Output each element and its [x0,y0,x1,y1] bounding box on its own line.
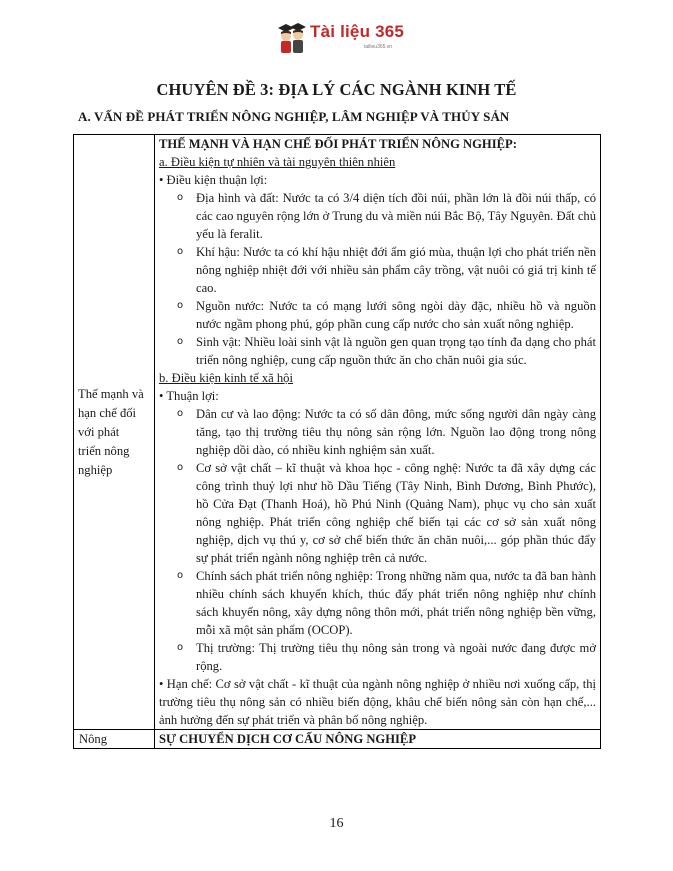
list-item: o Sinh vật: Nhiều loài sinh vật là nguồn gen quan trọng tạo tính đa dạng cho phát triển nông nghiệp, cung cấp nguồn thức ăn cho chăn nuôi gia súc. [159,333,596,369]
row-label-cell [74,135,155,730]
content-table [73,134,601,749]
cell-heading: SỰ CHUYỂN DỊCH CƠ CẤU NÔNG NGHIỆP [159,732,417,746]
list-item: o Thị trường: Thị trường tiêu thụ nông sản trong và ngoài nước đang được mở rộng. [159,639,596,675]
students-mascot-icon [276,20,308,54]
cell-heading: THẾ MẠNH VÀ HẠN CHẾ ĐỐI PHÁT TRIỂN NÔNG NGHIỆP: [159,137,517,151]
table-row [74,135,601,730]
logo [276,20,405,54]
natural-conditions-list [159,189,596,369]
row-label: Thế mạnh và hạn chế đối với phát triển nông nghiệp [78,386,144,477]
list-item: o Cơ sở vật chất – kĩ thuật và khoa học - công nghệ: Nước ta đã xây dựng các công trình thuỷ lợi như hồ Dầu Tiếng (Tây Ninh, Bình Dương, Bình Phước), hồ Cửa Đạt (Thanh Hoá), hồ Phú Ninh (Quảng Nam), phục vụ cho sản xuất nông nghiệp. Phát triển công nghiệp chế biến tại các cơ sở sản xuất nông nghiệp, dịch vụ thú y, cơ sở chế biến thức ăn chăn nuôi,... góp phần thúc đẩy sự phát triển ngành nông nghiệp trên cả nước. [159,459,596,567]
limitation-paragraph: • Hạn chế: Cơ sở vật chất - kĩ thuật của ngành nông nghiệp ở nhiều nơi xuống cấp, thị trường tiêu thụ nông sản có nhiều biến động, khâu chế biến nông sản còn hạn chế,... ảnh hưởng đến sự phát triển và phân bố nông nghiệp. [159,677,596,727]
page-number: 16 [329,816,344,831]
list-item: o Địa hình và đất: Nước ta có 3/4 diện tích đồi núi, phần lớn là đồi núi thấp, có các cao nguyên rộng lớn ở Trung du và miền núi Bắc Bộ, Tây Nguyên. Đất chủ yếu là feralit. [159,189,596,243]
section-title: A. VẤN ĐỀ PHÁT TRIỂN NÔNG NGHIỆP, LÂM NGHIỆP VÀ THỦY SẢN [78,109,510,124]
list-item: o Chính sách phát triển nông nghiệp: Trong những năm qua, nước ta đã ban hành nhiều chính sách khuyến khích, thúc đẩy phát triển nông nghiệp như chính sách khuyến nông, xây dựng nông thôn mới, phát triển nông nghiệp bền vững, mỗi xã một sản phẩm (OCOP). [159,567,596,639]
favorable-label: • Điều kiện thuận lợi: [159,173,268,187]
table-row [74,730,601,749]
socioeconomic-conditions-list [159,405,596,675]
content-cell [155,135,601,730]
page-title: CHUYÊN ĐỀ 3: ĐỊA LÝ CÁC NGÀNH KINH TẾ [156,80,517,99]
favorable-label: • Thuận lợi: [159,389,219,403]
list-item: o Nguồn nước: Nước ta có mạng lưới sông ngòi dày đặc, nhiều hồ và nguồn nước ngầm phong phú, góp phần cung cấp nước cho sản xuất nông nghiệp. [159,297,596,333]
content-cell [155,730,601,749]
list-item: o Dân cư và lao động: Nước ta có số dân đông, mức sống người dân ngày càng tăng, tạo thị trường tiêu thụ nông sản rộng lớn. Nguồn lao động trong nông nghiệp dồi dào, có nhiều kinh nghiệm sản xuất. [159,405,596,459]
row-label-cell [74,730,155,749]
subheading-natural: a. Điều kiện tự nhiên và tài nguyên thiên nhiên [159,155,396,169]
logo-subtext: tailieu365.vn [364,44,393,50]
logo-text: Tài liệu 365 [310,22,405,41]
row-label: Nông [79,732,107,746]
subheading-socioeconomic: b. Điều kiện kinh tế xã hội [159,371,293,385]
list-item: o Khí hậu: Nước ta có khí hậu nhiệt đới ẩm gió mùa, thuận lợi cho phát triển nền nông nghiệp nhiệt đới với nhiều sản phẩm cây trồng, vật nuôi có giá trị kinh tế cao. [159,243,596,297]
